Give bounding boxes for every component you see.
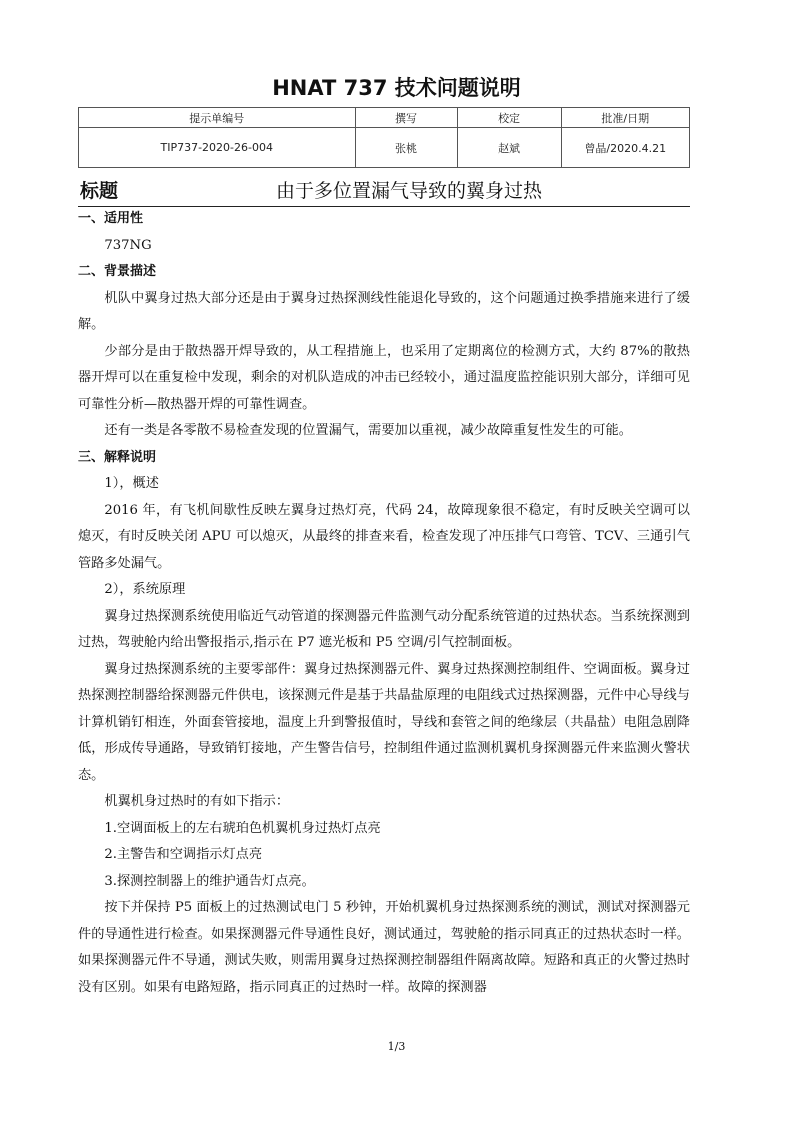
principle-paragraph-2: 翼身过热探测系统的主要零部件：翼身过热探测器元件、翼身过热探测控制组件、空调面板。翼身过热探测控制器给探测器元件供电，该探测元件是基于共晶盐原理的电阻线式过热探测器，元件中心导线与计算机销钉相连，外面套管接地，温度上升到警报值时，导线和套管之间的绝缘层（共晶盐）电阻急剧降低，形成传导通路，导致销钉接地，产生警告信号，控制组件通过监测机翼机身探测器元件来监测火警状态。 — [78, 661, 690, 783]
header-tip-number: 提示单编号 — [79, 108, 356, 128]
subject-label: 标题 — [80, 180, 119, 202]
section-explanation-title: 三、解释说明 — [78, 449, 157, 465]
principle-paragraph-1: 翼身过热探测系统使用临近气动管道的探测器元件监测气动分配系统管道的过热状态。当系统探测到过热，驾驶舱内给出警报指示,指示在 P7 遮光板和 P5 空调/引气控制面板。 — [78, 608, 690, 650]
section-applicability-title: 一、适用性 — [78, 211, 144, 226]
value-checker: 赵斌 — [457, 128, 561, 168]
info-table-value-row — [79, 128, 690, 168]
header-author: 撰写 — [355, 108, 457, 128]
header-checker: 校定 — [457, 108, 561, 128]
header-approval-date: 批准/日期 — [561, 108, 689, 128]
info-table — [78, 107, 690, 168]
document-body — [78, 206, 690, 1001]
indication-item-3: 3.探测控制器上的维护通告灯点亮。 — [104, 873, 315, 889]
page-number: 1/3 — [387, 1040, 406, 1053]
info-table-header-row — [79, 108, 690, 128]
section-background-title: 二、背景描述 — [78, 264, 157, 279]
background-paragraph-2: 少部分是由于散热器开焊导致的，从工程措施上，也采用了定期离位的检测方式，大约 87%的散热器开焊可以在重复检中发现，剩余的对机队造成的冲击已经较小，通过温度监控能识别大部分，详细可见可靠性分析—散热器开焊的可靠性调查。 — [78, 343, 690, 412]
overview-paragraph: 2016 年，有飞机间歇性反映左翼身过热灯亮，代码 24，故障现象很不稳定，有时反映关空调可以熄灭，有时反映关闭 APU 可以熄灭，从最终的排查来看，检查发现了冲压排气口弯管、TCV、三通引气管路多处漏气。 — [78, 502, 690, 571]
section-applicability-body: 737NG — [104, 237, 152, 253]
background-paragraph-3: 还有一类是各零散不易检查发现的位置漏气，需要加以重视，减少故障重复性发生的可能。 — [104, 423, 632, 438]
value-author: 张桃 — [355, 128, 457, 168]
indication-item-1: 1.空调面板上的左右琥珀色机翼机身过热灯点亮 — [104, 820, 381, 836]
value-approval-date: 曾晶/2020.4.21 — [561, 128, 689, 168]
value-tip-number: TIP737-2020-26-004 — [79, 128, 356, 168]
subsection-overview-title: 1），概述 — [104, 476, 159, 491]
subject-text: 由于多位置漏气导致的翼身过热 — [276, 180, 543, 202]
indication-intro: 机翼机身过热时的有如下指示： — [104, 794, 290, 809]
test-paragraph: 按下并保持 P5 面板上的过热测试电门 5 秒钟，开始机翼机身过热探测系统的测试，测试对探测器元件的导通性进行检查。如果探测器元件导通性良好，测试通过，驾驶舱的指示同真正的过热状态时一样。如果探测器元件不导通，测试失败，则需用翼身过热探测控制器组件隔离故障。短路和真正的火警过热时没有区别。如果有电路短路，指示同真正的过热时一样。故障的探测器 — [78, 900, 690, 995]
document-title: HNAT 737 技术问题说明 — [272, 76, 521, 100]
subject-row — [78, 170, 690, 207]
background-paragraph-1: 机队中翼身过热大部分还是由于翼身过热探测线性能退化导致的，这个问题通过换季措施来进行了缓解。 — [78, 290, 690, 332]
indication-item-2: 2.主警告和空调指示灯点亮 — [104, 847, 263, 862]
subsection-principle-title: 2），系统原理 — [104, 582, 186, 597]
